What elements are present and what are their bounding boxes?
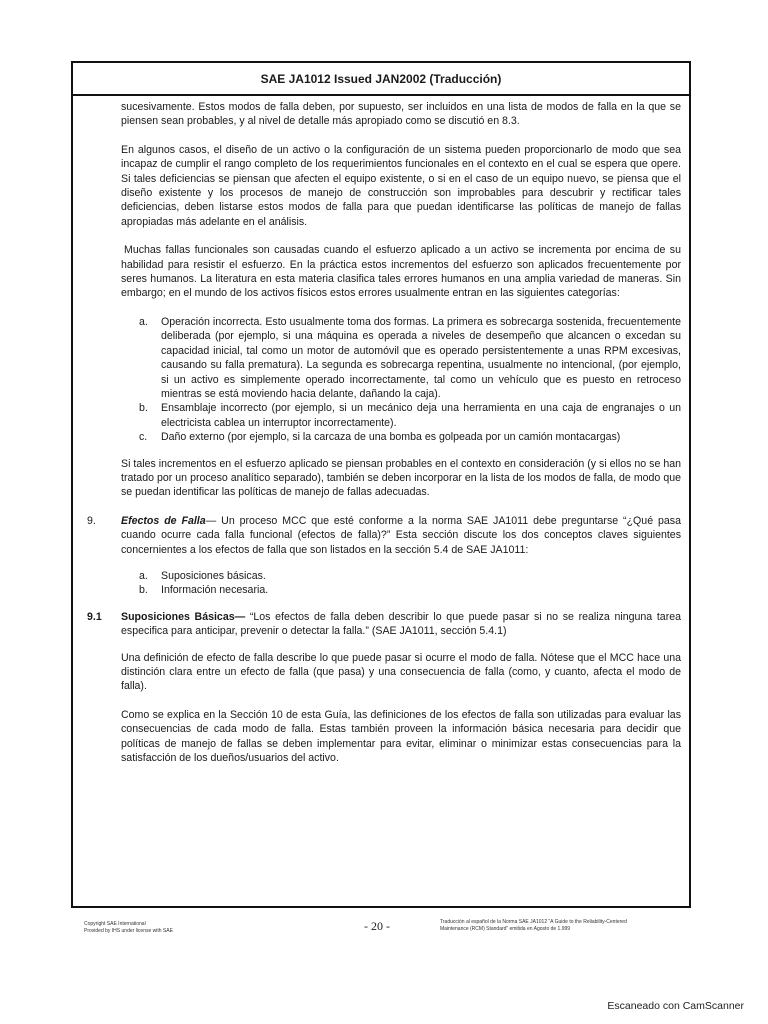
- list-text: Suposiciones básicas.: [161, 569, 266, 582]
- list-text: Información necesaria.: [161, 584, 269, 597]
- list-item: [139, 401, 681, 430]
- list-item: [139, 430, 681, 444]
- list-item: [139, 569, 681, 583]
- footer-license-line: Provided by IHS under license with SAE: [84, 927, 173, 934]
- list-marker: c.: [139, 431, 148, 444]
- footer-copyright-line: Copyright SAE International: [84, 921, 146, 927]
- footer-translation-line: Maintenance (RCM) Standard” emitida en Agosto de 1.999: [440, 925, 571, 932]
- paragraph-3: Muchas fallas funcionales son causadas cuando el esfuerzo aplicado a un activo se incrementa por encima de su habilidad para resistir el esfuerzo. En la práctica estos incrementos del esfuerzo son aplicados frecuentemente por seres humanos. La literatura en esta materia clasifica tales errores humanos en una amplia variedad de maneras. Sin embargo; en el mundo de los activos físicos estos errores usualmente entran en las siguientes categorías:: [121, 244, 681, 300]
- section-body: [121, 610, 681, 639]
- paragraph-1: sucesivamente. Estos modos de falla deben, por supuesto, ser incluidos en una lista de modos de falla en la que se piensen sean probables, y al nivel de detalle más apropiado como se discutió en 8.3.: [121, 101, 681, 128]
- list-text: Operación incorrecta. Esto usualmente toma dos formas. La primera es sobrecarga sostenida, frecuentemente deliberada (por ejemplo, si una máquina es operada a niveles de desempeño que alcancen o excedan su capacidad inicial, tal como un motor de automóvil que es operado persistentemente a unas RPM excesivas, causando su falla prematura). La segunda es sobrecarga repentina, usualmente no intencional, (por ejemplo, si un activo es simplemente operado incorrectamente, tal como un vehículo que es puesto en retroceso mientras se está moviendo hacia delante, dañando la caja).: [161, 315, 681, 400]
- section-9-1: [87, 610, 681, 639]
- paragraph-6: Como se explica en la Sección 10 de esta Guía, las definiciones de los efectos de falla son utilizadas para evaluar las consecuencias de cada modo de falla. Estas también proveen la información básica necesaria para decidir que políticas de manejo de fallas se deben implementar para evitar, eliminar o minimizar estas consecuencias para la satisfacción de los dueños/usuarios del activo.: [121, 708, 681, 765]
- section-9: [87, 514, 681, 557]
- section-text: — Un proceso MCC que esté conforme a la norma SAE JA1011 debe preguntarse “¿Qué pasa cuando ocurre cada falla funcional (efectos de falla)?” Esta sección discute los dos conceptos claves siguientes concernientes a los efectos de falla que son listados en la sección 5.4 de SAE JA1011:: [121, 514, 681, 556]
- document-title: SAE JA1012 Issued JAN2002 (Traducción): [260, 71, 502, 86]
- paragraph-2: En algunos casos, el diseño de un activo o la configuración de un sistema pueden proporcionarlo de modo que sea incapaz de cumplir el rango completo de los requerimientos funcionales en el contexto en el cual se espera que opere. Si tales deficiencias se piensan que afecten el equipo existente, o si en el caso de un equipo nuevo, se piensa que el diseño existente y los procesos de manejo de construcción son improbables para descubrir y rectificar tales deficiencias, deben listarse estos modos de falla para que puedan identificarse las políticas de manejo de fallas apropiadas más adelante en el análisis.: [121, 143, 681, 228]
- section-body: [121, 514, 681, 557]
- key-concepts-list: [121, 569, 681, 598]
- list-marker: b.: [139, 584, 148, 597]
- document-body: [87, 100, 682, 779]
- human-error-list: [121, 315, 681, 445]
- list-item: [139, 315, 681, 401]
- section-heading: Efectos de Falla: [121, 514, 206, 527]
- list-text: Daño externo (por ejemplo, si la carcaza de una bomba es golpeada por un camión montacargas): [161, 431, 621, 444]
- scanner-watermark: Escaneado con CamScanner: [607, 1000, 744, 1012]
- list-marker: a.: [139, 315, 148, 328]
- section-heading: Suposiciones Básicas—: [121, 610, 246, 623]
- footer-translation-note: [440, 919, 680, 932]
- page-number: - 20 -: [364, 919, 390, 933]
- footer-translation-line: Traducción al español de la Norma SAE JA1012 “A Guide to the Reliability-Centered: [440, 919, 627, 925]
- list-marker: a.: [139, 569, 148, 582]
- list-item: [139, 583, 681, 597]
- section-number: 9.: [87, 514, 96, 527]
- section-text: “Los efectos de falla deben describir lo que puede pasar si no se realiza ninguna tarea especifica para anticipar, prevenir o detectar la falla.” (SAE JA1011, sección 5.4.1): [121, 610, 682, 638]
- paragraph-5: Una definición de efecto de falla describe lo que puede pasar si ocurre el modo de falla. Nótese que el MCC hace una distinción clara entre un efecto de falla (que pasa) y una consecuencia de falla (como, y cuanto, afecta el modo de falla).: [121, 651, 681, 693]
- page-footer: [84, 919, 684, 943]
- list-marker: b.: [139, 402, 148, 415]
- list-text: Ensamblaje incorrecto (por ejemplo, si un mecánico deja una herramienta en una caja de engranajes o un electricista cablea un interruptor incorrectamente).: [161, 402, 681, 429]
- footer-copyright: [84, 921, 254, 934]
- page-frame: [71, 61, 691, 908]
- paragraph-4: Si tales incrementos en el esfuerzo aplicado se piensan probables en el contexto en consideración (y si ellos no se han tratado por un proceso analítico separado), también se deben incorporar en la lista de los modos de falla, de modo que se puedan identificar las políticas de manejo de fallas adecuadas.: [121, 457, 681, 499]
- page-header: [73, 63, 689, 96]
- section-number: 9.1: [87, 610, 102, 623]
